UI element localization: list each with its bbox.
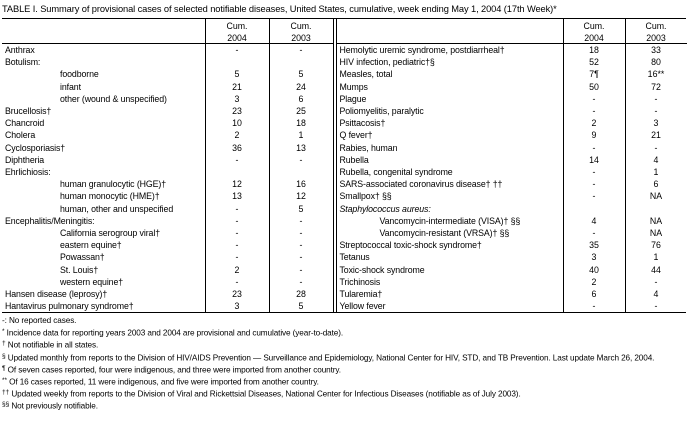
table-row xyxy=(2,264,333,276)
table-row xyxy=(2,142,333,154)
disease-label: Vancomycin-resistant (VRSA)† §§ xyxy=(379,228,510,239)
cum-2004-value: 40 xyxy=(563,264,625,276)
cum-2003-value: 76 xyxy=(625,239,687,251)
footnote-text: Incidence data for reporting years 2003 and 2004 are provisional and cumulative (year-to-date). xyxy=(4,328,344,338)
cum-2003-value: 1 xyxy=(269,129,333,141)
cum-2004-value: - xyxy=(563,142,625,154)
table-row xyxy=(336,276,687,288)
footnotes xyxy=(2,316,686,412)
year-2003-label: 2003 xyxy=(291,33,311,43)
header-cum-2004 xyxy=(563,19,625,44)
footnote-marker: * xyxy=(2,328,5,336)
cum-2003-value xyxy=(625,203,687,215)
right-half-table xyxy=(336,19,687,312)
footnote-marker: †† xyxy=(2,389,10,397)
cum-2004-value: 9 xyxy=(563,129,625,141)
cum-label: Cum. xyxy=(583,21,605,31)
disease-label: Tularemia† xyxy=(339,289,383,300)
disease-label: Measles, total xyxy=(339,69,393,80)
disease-label: HIV infection, pediatric†§ xyxy=(339,57,435,68)
disease-label: Botulism: xyxy=(5,57,41,68)
disease-label: Ehrlichiosis: xyxy=(5,167,51,178)
footnote-marker: † xyxy=(2,340,6,348)
table-row xyxy=(336,178,687,190)
cum-2004-value: - xyxy=(563,105,625,117)
disease-label: Yellow fever xyxy=(339,301,386,312)
disease-label: Cholera xyxy=(5,130,36,141)
cum-2004-value: - xyxy=(205,215,269,227)
footnote-text: Not notifiable in all states. xyxy=(5,340,99,350)
table-row xyxy=(2,227,333,239)
table-row xyxy=(2,178,333,190)
cum-2004-value: 3 xyxy=(563,251,625,263)
table-row xyxy=(336,129,687,141)
cum-2004-value: 52 xyxy=(563,56,625,68)
empty-header-cell xyxy=(336,19,563,44)
table-row xyxy=(336,117,687,129)
disease-label: California serogroup viral† xyxy=(60,228,160,239)
table-title: TABLE I. Summary of provisional cases of selected notifiable diseases, United States, cumulative, week ending May 1, 2004 (17th Week)* xyxy=(2,4,557,14)
cum-label: Cum. xyxy=(290,21,312,31)
header-cum-2003 xyxy=(269,19,333,44)
cum-2004-value: 35 xyxy=(563,239,625,251)
cum-2003-value: - xyxy=(269,227,333,239)
cum-2003-value: - xyxy=(269,276,333,288)
empty-header-cell xyxy=(2,19,205,44)
disease-label: Trichinosis xyxy=(339,276,381,287)
cum-2004-value: - xyxy=(563,166,625,178)
left-table-body xyxy=(2,44,333,313)
cum-2003-value: 3 xyxy=(625,117,687,129)
disease-label: Rubella xyxy=(339,154,369,165)
disease-label: human monocytic (HME)† xyxy=(60,191,160,202)
cum-2004-value: - xyxy=(563,227,625,239)
cum-2004-value xyxy=(205,56,269,68)
table-row xyxy=(2,56,333,68)
cum-2003-value: 80 xyxy=(625,56,687,68)
table-row xyxy=(336,239,687,251)
table-row xyxy=(2,300,333,312)
table-row xyxy=(336,93,687,105)
cum-2003-value: 5 xyxy=(269,68,333,80)
cum-2003-value: 5 xyxy=(269,300,333,312)
disease-label: Cyclosporiasis† xyxy=(5,142,66,153)
disease-label: Diphtheria xyxy=(5,154,45,165)
cum-2003-value: 5 xyxy=(269,203,333,215)
cum-2004-value: 2 xyxy=(205,129,269,141)
table-row xyxy=(2,68,333,80)
cum-2003-value: 16 xyxy=(269,178,333,190)
footnote-text: No reported cases. xyxy=(6,316,77,326)
cum-2004-value: - xyxy=(563,300,625,312)
disease-label: Rubella, congenital syndrome xyxy=(339,167,453,178)
table-row xyxy=(336,251,687,263)
year-2004-label: 2004 xyxy=(584,33,604,43)
right-table-body xyxy=(336,44,687,313)
disease-label: foodborne xyxy=(60,69,99,80)
cum-2003-value: 18 xyxy=(269,117,333,129)
cum-2004-value: 2 xyxy=(205,264,269,276)
cum-2003-value: - xyxy=(625,105,687,117)
cum-2003-value: 1 xyxy=(625,251,687,263)
disease-label: Streptococcal toxic-shock syndrome† xyxy=(339,240,482,251)
disease-label: Psittacosis† xyxy=(339,118,386,129)
cum-2004-value: 4 xyxy=(563,215,625,227)
cum-2003-value: 33 xyxy=(625,44,687,57)
disease-label: Poliomyelitis, paralytic xyxy=(339,106,424,117)
cum-2003-value: 24 xyxy=(269,81,333,93)
disease-label: other (wound & unspecified) xyxy=(60,93,167,104)
cum-2004-value: 36 xyxy=(205,142,269,154)
disease-label: Vancomycin-intermediate (VISA)† §§ xyxy=(379,215,521,226)
cum-2003-value: NA xyxy=(625,190,687,202)
left-half-table xyxy=(2,19,334,312)
cum-2003-value: - xyxy=(625,300,687,312)
footnote xyxy=(2,316,686,327)
table-row xyxy=(2,190,333,202)
table-row xyxy=(2,154,333,166)
disease-label: human, other and unspecified xyxy=(60,203,174,214)
footnote xyxy=(2,364,686,376)
cum-2003-value: - xyxy=(269,44,333,57)
disease-label: Hemolytic uremic syndrome, postdiarrheal† xyxy=(339,45,505,55)
cum-2004-value: 2 xyxy=(563,276,625,288)
footnote-text: Of seven cases reported, four were indigenous, and three were imported from another country. xyxy=(5,365,341,375)
cum-2004-value xyxy=(563,203,625,215)
table-row xyxy=(336,142,687,154)
cum-2004-value xyxy=(205,166,269,178)
right-table-header xyxy=(336,19,687,44)
table-row xyxy=(336,300,687,312)
table-row xyxy=(336,56,687,68)
footnote xyxy=(2,388,686,400)
footnote-marker: ** xyxy=(2,376,7,384)
disease-label: Chancroid xyxy=(5,118,45,129)
header-row xyxy=(336,19,687,44)
table-row xyxy=(336,215,687,227)
table-row xyxy=(336,44,687,57)
cum-2004-value: - xyxy=(205,227,269,239)
disease-label: Toxic-shock syndrome xyxy=(339,264,425,275)
cum-2003-value: 4 xyxy=(625,288,687,300)
disease-label: infant xyxy=(60,81,81,92)
footnote xyxy=(2,352,686,364)
cum-2004-value: 2 xyxy=(563,117,625,129)
cum-2004-value: - xyxy=(205,239,269,251)
table-row xyxy=(2,166,333,178)
table-row xyxy=(2,44,333,57)
cum-2004-value: 18 xyxy=(563,44,625,57)
table-row xyxy=(2,288,333,300)
footnote-text: Updated monthly from reports to the Division of HIV/AIDS Prevention — Surveillance and Epidemiology, National Center for HIV, STD, and TB Prevention. Last update March 26, 2004. xyxy=(5,353,655,363)
cum-2003-value: 6 xyxy=(269,93,333,105)
footnote-marker: ¶ xyxy=(2,364,6,372)
cum-2004-value: 3 xyxy=(205,93,269,105)
footnote xyxy=(2,339,686,351)
cum-2004-value: - xyxy=(563,178,625,190)
disease-label: eastern equine† xyxy=(60,240,122,251)
cum-2004-value: 14 xyxy=(563,154,625,166)
disease-label: St. Louis† xyxy=(60,264,99,275)
cum-2004-value: - xyxy=(205,154,269,166)
cum-2004-value: 10 xyxy=(205,117,269,129)
footnote-marker: -: xyxy=(2,316,7,326)
cum-2003-value: 13 xyxy=(269,142,333,154)
footnote-marker: § xyxy=(2,352,6,360)
disease-label: Rabies, human xyxy=(339,142,398,153)
cum-2003-value: 21 xyxy=(625,129,687,141)
header-cum-2003 xyxy=(625,19,687,44)
year-2004-label: 2004 xyxy=(227,33,247,43)
disease-label: Tetanus xyxy=(339,252,370,263)
table-row xyxy=(2,215,333,227)
footnote xyxy=(2,376,686,388)
table-row xyxy=(2,251,333,263)
table-row xyxy=(336,288,687,300)
cum-2004-value: 21 xyxy=(205,81,269,93)
cum-2003-value: - xyxy=(625,93,687,105)
footnote-text: Updated weekly from reports to the Division of Viral and Rickettsial Diseases, National Center for Infectious Diseases (notifiable as of July 2003). xyxy=(9,389,521,399)
disease-label: Staphylococcus aureus: xyxy=(339,203,431,214)
cum-2004-value: 23 xyxy=(205,105,269,117)
table-row xyxy=(2,93,333,105)
table-row xyxy=(2,276,333,288)
cum-2004-value: - xyxy=(205,203,269,215)
cum-2003-value: - xyxy=(269,264,333,276)
cum-2004-value: - xyxy=(563,190,625,202)
cum-2004-value: 3 xyxy=(205,300,269,312)
year-2003-label: 2003 xyxy=(646,33,666,43)
cum-2004-value: 7¶ xyxy=(563,68,625,80)
cum-2003-value: 1 xyxy=(625,166,687,178)
cum-2004-value: 23 xyxy=(205,288,269,300)
footnote-text: Of 16 cases reported, 11 were indigenous, and five were imported from another country. xyxy=(6,377,319,387)
cum-2003-value: 16** xyxy=(625,68,687,80)
table-row xyxy=(336,81,687,93)
disease-label: Powassan† xyxy=(60,252,105,263)
cum-2003-value xyxy=(269,56,333,68)
table-row xyxy=(336,227,687,239)
disease-label: human granulocytic (HGE)† xyxy=(60,179,167,190)
table-row xyxy=(2,117,333,129)
left-table-header xyxy=(2,19,333,44)
header-cum-2004 xyxy=(205,19,269,44)
table-row xyxy=(336,190,687,202)
cum-2003-value: 6 xyxy=(625,178,687,190)
cum-2003-value: 25 xyxy=(269,105,333,117)
cum-label: Cum. xyxy=(226,21,248,31)
notifiable-diseases-table xyxy=(2,18,686,313)
table-row xyxy=(336,154,687,166)
cum-2004-value: 6 xyxy=(563,288,625,300)
table-row xyxy=(336,203,687,215)
table-row xyxy=(336,166,687,178)
cum-2003-value xyxy=(269,166,333,178)
disease-label: Hansen disease (leprosy)† xyxy=(5,289,108,300)
footnote-marker: §§ xyxy=(2,401,10,409)
disease-label: Encephalitis/Meningitis: xyxy=(5,215,95,226)
table-row xyxy=(2,129,333,141)
cum-2003-value: 12 xyxy=(269,190,333,202)
header-row xyxy=(2,19,333,44)
cum-2003-value: - xyxy=(269,239,333,251)
cum-2003-value: - xyxy=(269,251,333,263)
cum-2003-value: 72 xyxy=(625,81,687,93)
disease-label: SARS-associated coronavirus disease† †† xyxy=(339,179,503,190)
cum-2003-value: - xyxy=(269,215,333,227)
cum-2003-value: - xyxy=(625,276,687,288)
table-row xyxy=(336,264,687,276)
table-row xyxy=(336,105,687,117)
cum-2003-value: NA xyxy=(625,227,687,239)
table-row xyxy=(2,239,333,251)
cum-2004-value: 5 xyxy=(205,68,269,80)
footnote-text: Not previously notifiable. xyxy=(9,401,98,411)
cum-2003-value: 4 xyxy=(625,154,687,166)
table-row xyxy=(336,68,687,80)
cum-2003-value: - xyxy=(625,142,687,154)
cum-label: Cum. xyxy=(645,21,667,31)
disease-label: Anthrax xyxy=(5,45,35,55)
disease-label: Q fever† xyxy=(339,130,373,141)
cum-2004-value: - xyxy=(205,251,269,263)
cum-2003-value: - xyxy=(269,154,333,166)
table-row xyxy=(2,203,333,215)
disease-label: Hantavirus pulmonary syndrome† xyxy=(5,301,134,312)
cum-2003-value: 44 xyxy=(625,264,687,276)
cum-2004-value: - xyxy=(563,93,625,105)
table-row xyxy=(2,105,333,117)
cum-2004-value: 12 xyxy=(205,178,269,190)
disease-label: Mumps xyxy=(339,81,368,92)
cum-2004-value: 13 xyxy=(205,190,269,202)
cum-2004-value: - xyxy=(205,276,269,288)
cum-2004-value: - xyxy=(205,44,269,57)
footnote xyxy=(2,327,686,339)
table-row xyxy=(2,81,333,93)
disease-label: Plague xyxy=(339,93,367,104)
cum-2003-value: 28 xyxy=(269,288,333,300)
disease-label: western equine† xyxy=(60,276,124,287)
cum-2004-value: 50 xyxy=(563,81,625,93)
disease-label: Smallpox† §§ xyxy=(339,191,392,202)
footnote xyxy=(2,400,686,412)
disease-label: Brucellosis† xyxy=(5,106,52,117)
cum-2003-value: NA xyxy=(625,215,687,227)
